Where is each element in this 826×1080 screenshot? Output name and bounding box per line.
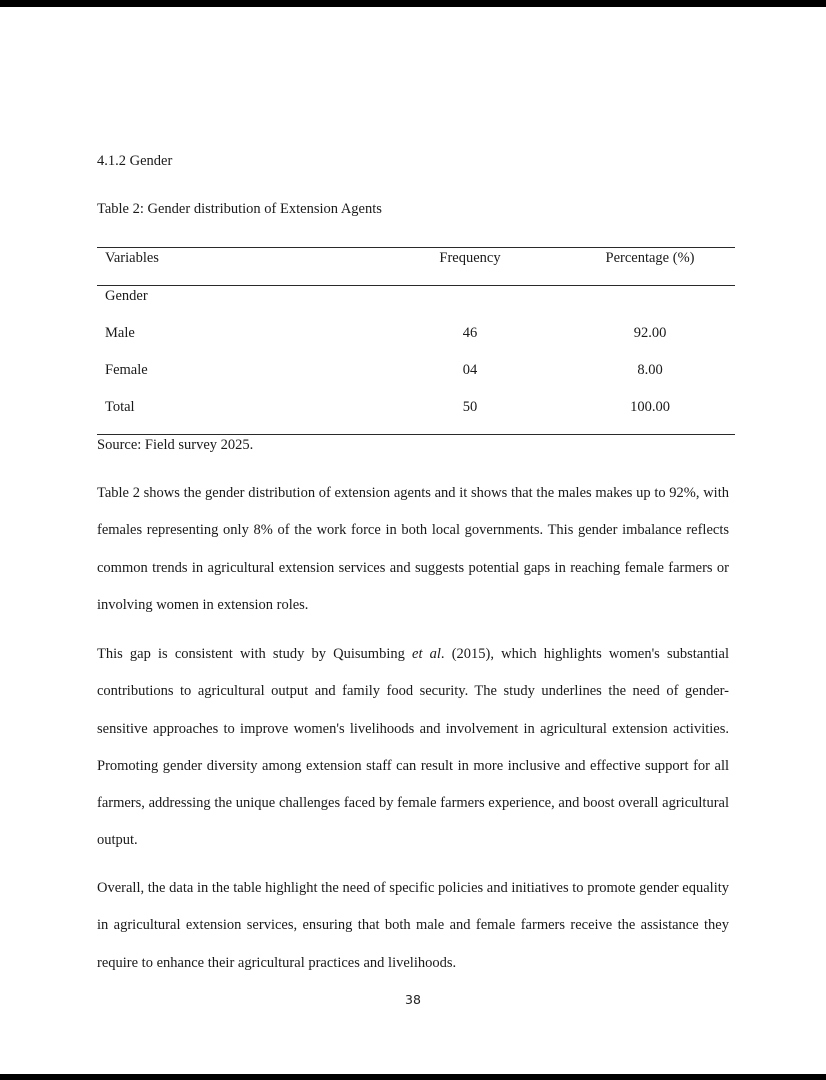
table-source-note: Source: Field survey 2025. [97,437,254,453]
paragraph-1: Table 2 shows the gender distribution of extension agents and it shows that the males makes up to 92%, with females representing only 8% of the work force in both local governments. This gender imbalance reflects common trends in agricultural extension services and suggests potential gaps in reaching female farmers or involving women in extension roles. [97,485,729,613]
row-frequency: 50 [462,399,478,415]
header-frequency: Frequency [439,250,501,266]
row-variable: Male [105,325,135,341]
header-percentage: Percentage (%) [605,250,695,266]
row-percentage: 92.00 [633,325,667,341]
table-top-rule [97,247,735,248]
group-label-gender: Gender [105,288,148,304]
table-bottom-rule [97,434,735,435]
bottom-border-bar [0,1074,826,1080]
row-frequency: 46 [462,325,478,341]
row-frequency: 04 [462,362,478,378]
top-border-bar [0,0,826,7]
table-header-rule [97,285,735,286]
row-percentage: 8.00 [637,362,663,378]
paragraph-2-text-start: This gap is consistent with study by Quisumbing [97,646,413,662]
paragraph-2-text-end: . (2015), which highlights women's substantial contributions to agricultural output and family food security. The study underlines the need of gender-sensitive approaches to improve women's livelihoods and involvement in agricultural extension activities. Promoting gender diversity among extension staff can result in more inclusive and effective support for all farmers, addressing the unique challenges faced by female farmers experience, and boost overall agricultural output. [97,646,729,849]
row-variable: Female [105,362,148,378]
paragraph-3: Overall, the data in the table highlight the need of specific policies and initiatives to promote gender equality in agricultural extension services, ensuring that both male and female farmers receive the assistance they require to enhance their agricultural practices and livelihoods. [97,880,729,971]
paragraph-2 [97,636,729,860]
paragraph-2-italic: et al [412,646,441,662]
section-heading: 4.1.2 Gender [97,153,173,169]
page-number: 38 [405,992,421,1007]
row-variable: Total [105,399,135,415]
header-variables: Variables [105,250,159,266]
row-percentage: 100.00 [630,399,670,415]
table-caption: Table 2: Gender distribution of Extension Agents [97,201,382,217]
